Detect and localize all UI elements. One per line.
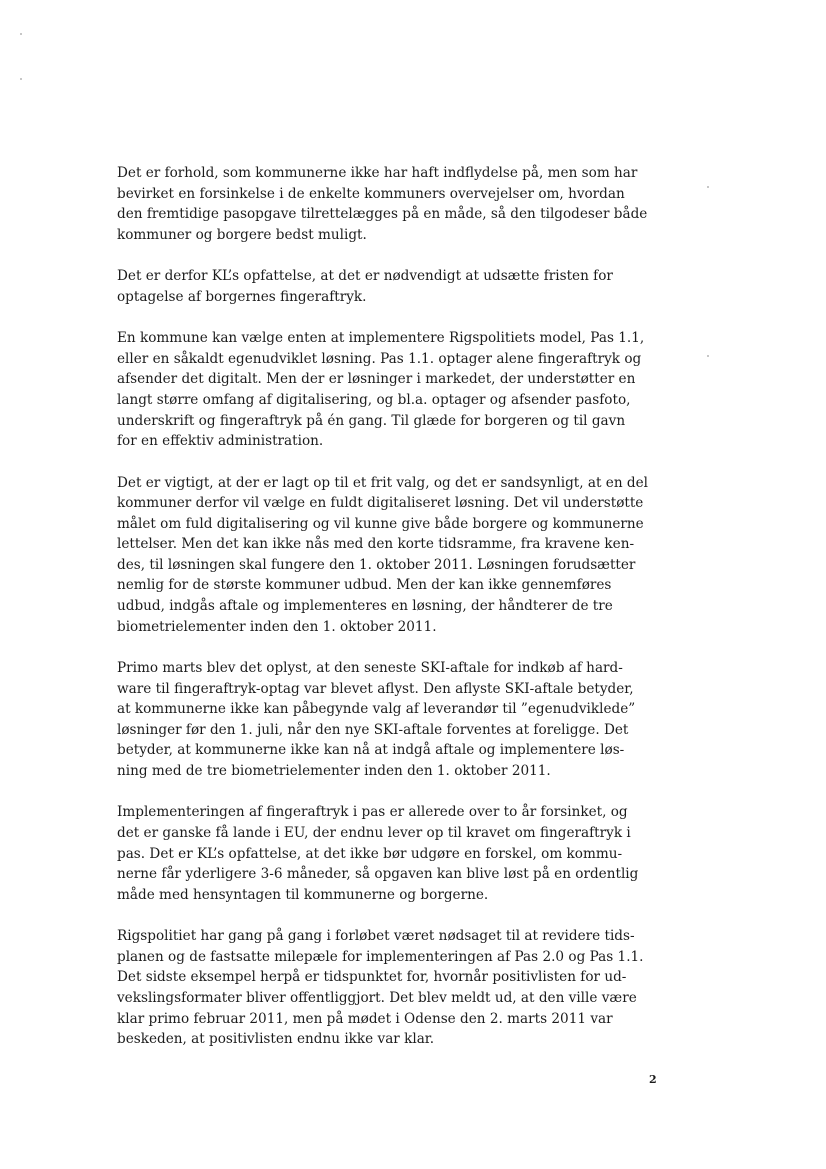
paragraph-2	[117, 266, 627, 307]
text-line: langt større omfang af digitalisering, og bl.a. optager og afsender pasfoto,	[117, 391, 631, 408]
text-line: kommuner derfor vil vælge en fuldt digitaliseret løsning. Det vil understøtte	[117, 495, 644, 512]
paragraph-1	[117, 163, 648, 245]
text-line: des, til løsningen skal fungere den 1. oktober 2011. Løsningen forudsætter	[117, 556, 636, 573]
text-line: beskeden, at positivlisten endnu ikke var klar.	[117, 1031, 435, 1048]
text-line: at kommunerne ikke kan påbegynde valg af leverandør til ”egenudviklede”	[117, 701, 636, 718]
scan-speck	[20, 78, 22, 80]
text-line: eller en såkaldt egenudviklet løsning. Pas 1.1. optager alene fingeraftryk og	[117, 350, 642, 367]
text-line: Det er vigtigt, at der er lagt op til et frit valg, og det er sandsynligt, at en del	[117, 474, 648, 491]
text-line: afsender det digitalt. Men der er løsninger i markedet, der understøtter en	[117, 371, 636, 388]
text-line: betyder, at kommunerne ikke kan nå at indgå aftale og implementere løs-	[117, 742, 625, 759]
text-line: lettelser. Men det kan ikke nås med den korte tidsramme, fra kravene ken-	[117, 536, 635, 553]
text-line: måde med hensyntagen til kommunerne og borgerne.	[117, 886, 489, 903]
scan-speck	[20, 33, 22, 35]
text-line: biometrielementer inden den 1. oktober 2011.	[117, 618, 437, 635]
text-line: underskrift og fingeraftryk på én gang. Til glæde for borgeren og til gavn	[117, 412, 626, 429]
page-number: 2	[649, 1073, 657, 1086]
text-line: optagelse af borgernes fingeraftryk.	[117, 288, 367, 305]
text-line: Primo marts blev det oplyst, at den seneste SKI-aftale for indkøb af hard-	[117, 660, 623, 677]
text-line: det er ganske få lande i EU, der endnu lever op til kravet om fingeraftryk i	[117, 825, 631, 842]
text-line: udbud, indgås aftale og implementeres en løsning, der håndterer de tre	[117, 598, 613, 615]
text-line: ware til fingeraftryk-optag var blevet aflyst. Den aflyste SKI-aftale betyder,	[117, 680, 634, 697]
paragraph-7	[117, 926, 644, 1050]
text-line: målet om fuld digitalisering og vil kunne give både borgere og kommunerne	[117, 515, 644, 532]
text-line: ning med de tre biometrielementer inden den 1. oktober 2011.	[117, 763, 551, 780]
text-line: for en effektiv administration.	[117, 433, 324, 450]
body-text	[117, 163, 648, 1071]
text-line: løsninger før den 1. juli, når den nye SKI-aftale forventes at foreligge. Det	[117, 721, 629, 738]
scan-speck	[707, 355, 709, 357]
text-line: Det sidste eksempel herpå er tidspunktet for, hvornår positivlisten for ud-	[117, 969, 627, 986]
text-line: Rigspolitiet har gang på gang i forløbet været nødsaget til at revidere tids-	[117, 928, 635, 945]
text-line: Det er derfor KL’s opfattelse, at det er nødvendigt at udsætte fristen for	[117, 268, 613, 285]
paragraph-5	[117, 658, 636, 782]
text-line: den fremtidige pasopgave tilrettelægges på en måde, så den tilgodeser både	[117, 206, 648, 223]
text-line: klar primo februar 2011, men på mødet i Odense den 2. marts 2011 var	[117, 1010, 613, 1027]
text-line: En kommune kan vælge enten at implementere Rigspolitiets model, Pas 1.1,	[117, 330, 645, 347]
paragraph-6	[117, 802, 639, 905]
paragraph-4	[117, 473, 648, 638]
text-line: bevirket en forsinkelse i de enkelte kommuners overvejelser om, hvordan	[117, 185, 625, 202]
text-line: nemlig for de største kommuner udbud. Men der kan ikke gennemføres	[117, 577, 612, 594]
text-line: pas. Det er KL’s opfattelse, at det ikke bør udgøre en forskel, om kommu-	[117, 845, 623, 862]
text-line: kommuner og borgere bedst muligt.	[117, 226, 367, 243]
scan-speck	[707, 186, 709, 188]
text-line: Det er forhold, som kommunerne ikke har haft indflydelse på, men som har	[117, 165, 638, 181]
paragraph-3	[117, 328, 645, 452]
text-line: planen og de fastsatte milepæle for implementeringen af Pas 2.0 og Pas 1.1.	[117, 948, 644, 965]
text-line: nerne får yderligere 3-6 måneder, så opgaven kan blive løst på en ordentlig	[117, 866, 639, 883]
text-line: vekslingsformater bliver offentliggjort. Det blev meldt ud, at den ville være	[117, 989, 637, 1006]
text-line: Implementeringen af fingeraftryk i pas er allerede over to år forsinket, og	[117, 804, 628, 821]
